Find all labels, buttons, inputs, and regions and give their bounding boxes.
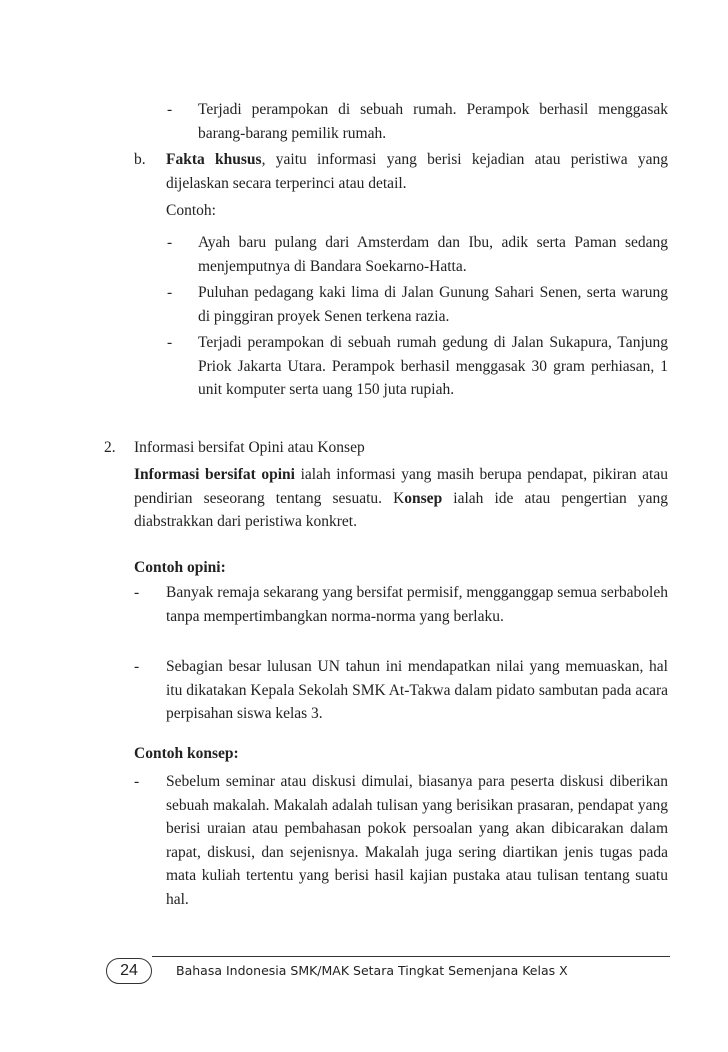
section-number: 2. [104,439,116,456]
list-item: Ayah baru pulang dari Amsterdam dan Ibu, adik serta Paman sedang menjemputnya di Bandara Soekarno-Hatta. [198,234,668,275]
fakta-khusus-term: Fakta khusus [166,151,262,168]
section-paragraph [134,463,668,534]
list-item: Sebelum seminar atau diskusi dimulai, biasanya para peserta diskusi diberikan sebuah makalah. Makalah adalah tulisan yang berisikan prasaran, pendapat yang berisi uraian atau pembahasan pokok persoalan yang akan dibicarakan dalam rapat, diskusi, dan sejenisnya. Makalah juga sering diartikan jenis tugas pada mata kuliah tertentu yang berisi hasil kajian pustaka atau tulisan tentang suatu hal. [166,773,668,908]
paragraph-text: ialah informasi yang masih berupa pendapat, pikiran atau pendirian seseorang tentang sesuatu. K [134,466,668,507]
list-dash: - [134,658,140,675]
paragraph-text: ialah ide atau pengertian yang diabstrakkan dari peristiwa konkret. [134,489,668,531]
list-item: Puluhan pedagang kaki lima di Jalan Gunung Sahari Senen, serta warung di pinggiran proyek Senen terkena razia. [198,284,668,325]
list-item: Sebagian besar lulusan UN tahun ini mendapatkan nilai yang memuaskan, hal itu dikatakan Kepala Sekolah SMK At-Takwa dalam pidato sambutan pada acara perpisahan siswa kelas 3. [166,658,668,723]
contoh-opini-heading: Contoh opini: [134,559,226,576]
contoh-label: Contoh: [166,202,216,219]
contoh-konsep-heading: Contoh konsep: [134,745,239,762]
fakta-khusus-definition [166,148,668,195]
footer-book-title: Bahasa Indonesia SMK/MAK Setara Tingkat Semenjana Kelas X [176,963,568,978]
list-item: Banyak remaja sekarang yang bersifat permisif, mengganggap semua serbaboleh tanpa mempertimbangkan norma-norma yang berlaku. [166,584,668,625]
page-number: 24 [106,958,152,984]
list-item: Terjadi perampokan di sebuah rumah. Perampok berhasil menggasak barang-barang pemilik rumah. [198,101,668,142]
list-dash: - [134,584,140,601]
list-dash: - [167,101,173,118]
list-dash: - [167,334,173,351]
list-label-b: b. [134,151,146,168]
footer-rule [152,956,670,957]
section-heading: Informasi bersifat Opini atau Konsep [134,439,365,456]
list-dash: - [167,284,173,301]
konsep-term: onsep [404,489,443,507]
list-dash: - [167,234,173,251]
opini-term: Informasi bersifat opini [134,466,295,483]
list-dash: - [134,773,140,790]
fakta-khusus-text: , yaitu informasi yang berisi kejadian atau peristiwa yang dijelaskan secara terperinci atau detail. [166,151,668,192]
list-item: Terjadi perampokan di sebuah rumah gedung di Jalan Sukapura, Tanjung Priok Jakarta Utara. Perampok berhasil menggasak 30 gram perhiasan, 1 unit komputer serta uang 150 juta rupiah. [198,334,668,399]
